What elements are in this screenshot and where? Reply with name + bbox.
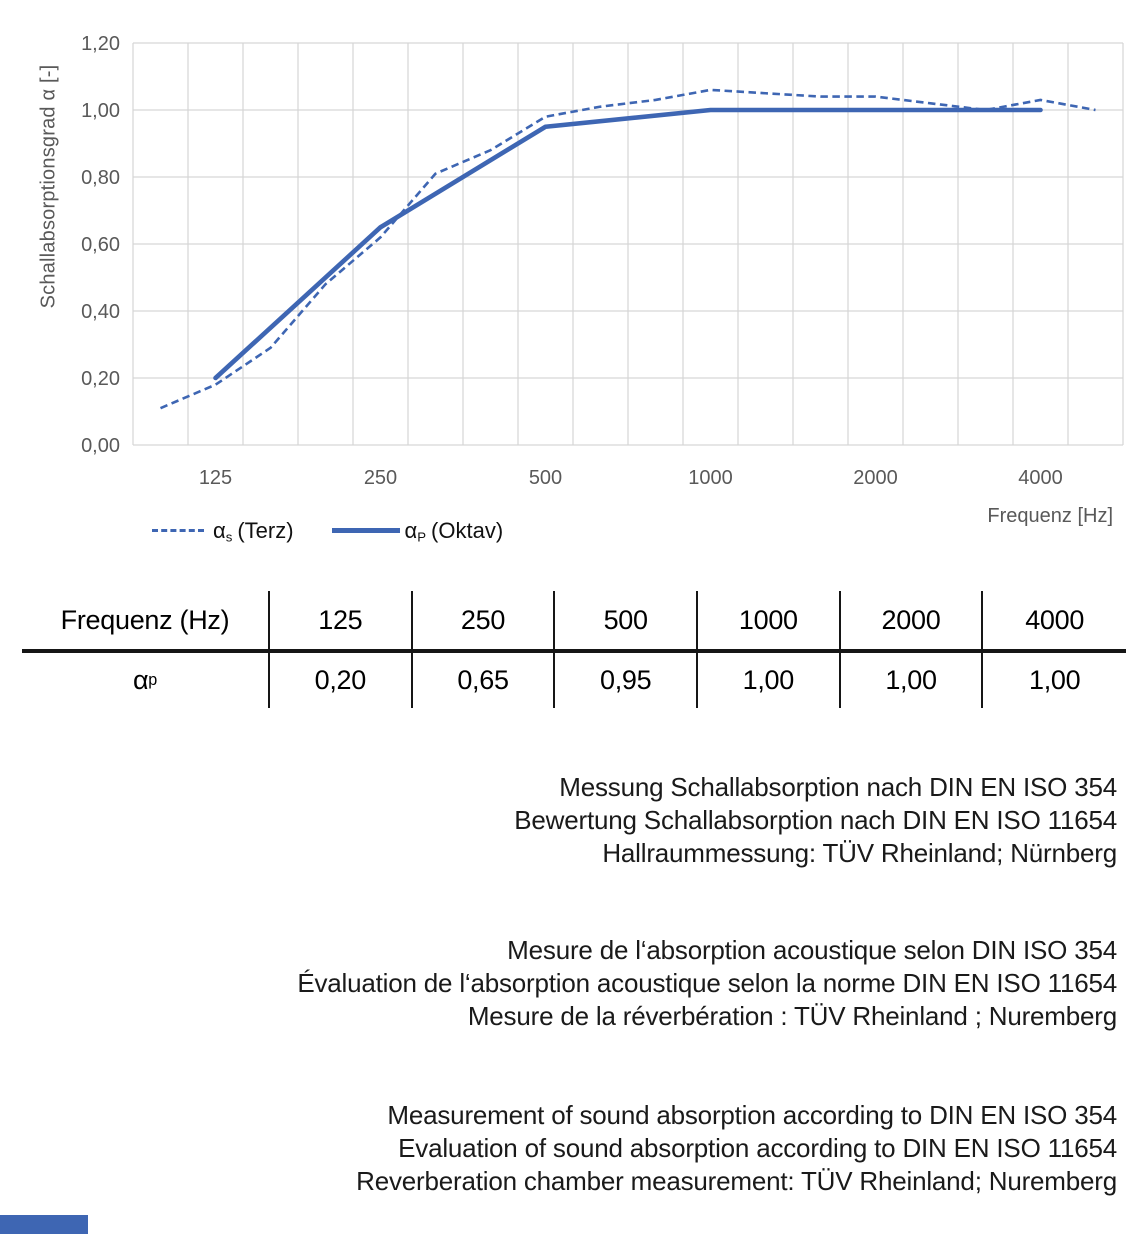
y-tick-label: 0,60 [81, 234, 120, 256]
absorption-table [22, 591, 1126, 708]
x-tick-label: 4000 [1018, 467, 1063, 489]
table-header-500: 500 [555, 591, 698, 653]
table-value-250: 0,65 [413, 653, 556, 708]
note-block-french [0, 934, 1117, 1033]
note-line-de-3: Hallraummessung: TÜV Rheinland; Nürnberg [602, 838, 1117, 868]
legend-label-terz: $\alpha_s$ (Terz) [213, 517, 294, 545]
note-line-en-2: Evaluation of sound absorption according to DIN EN ISO 11654 [398, 1133, 1117, 1163]
table-header-frequency: Frequenz (Hz) [22, 591, 270, 653]
note-line-fr-1: Mesure de l‘absorption acoustique selon DIN ISO 354 [507, 935, 1117, 965]
absorption-chart [0, 0, 1135, 495]
x-tick-label: 500 [528, 467, 563, 489]
note-line-fr-3: Mesure de la réverbération : TÜV Rheinland ; Nuremberg [467, 1001, 1117, 1031]
note-line-en-3: Reverberation chamber measurement: TÜV Rheinland; Nuremberg [356, 1166, 1117, 1196]
x-tick-label: 1000 [688, 467, 733, 489]
solid-line-swatch [332, 528, 400, 533]
y-tick-label: 1,20 [81, 33, 120, 55]
table-header-1000: 1000 [698, 591, 841, 653]
table-value-125: 0,20 [270, 653, 413, 708]
table-header-125: 125 [270, 591, 413, 653]
legend-item-oktav [332, 518, 504, 544]
table-header-250: 250 [413, 591, 556, 653]
table-value-500: 0,95 [555, 653, 698, 708]
x-tick-label: 2000 [853, 467, 898, 489]
x-axis-title: Frequenz [Hz] [987, 505, 1113, 527]
y-tick-label: 0,20 [81, 368, 120, 390]
x-tick-label: 250 [363, 467, 398, 489]
y-tick-label: 0,00 [81, 435, 120, 457]
note-line-de-2: Bewertung Schallabsorption nach DIN EN ISO 11654 [514, 805, 1117, 835]
table-value-4000: 1,00 [1028, 665, 1081, 695]
table-header-2000: 2000 [841, 591, 984, 653]
footer-accent-bar [0, 1215, 88, 1234]
note-block-english [0, 1099, 1117, 1198]
dashed-line-swatch [152, 529, 204, 532]
legend-item-terz [152, 518, 294, 544]
note-line-de-1: Messung Schallabsorption nach DIN EN ISO 354 [559, 772, 1117, 802]
table-value-2000: 1,00 [841, 653, 984, 708]
note-line-en-1: Measurement of sound absorption according to DIN EN ISO 354 [387, 1100, 1117, 1130]
y-axis-title: Schallabsorptionsgrad α [-] [37, 64, 60, 309]
note-line-fr-2: Évaluation de l‘absorption acoustique selon la norme DIN EN ISO 11654 [297, 968, 1117, 998]
table-value-1000: 1,00 [698, 653, 841, 708]
legend-label-oktav: $\alpha_P$ (Oktav) [404, 517, 504, 545]
chart-legend [152, 515, 503, 547]
y-tick-label: 0,40 [81, 301, 120, 323]
table-header-4000: 4000 [983, 591, 1126, 653]
note-block-german [0, 771, 1117, 870]
x-tick-label: 125 [198, 467, 233, 489]
y-tick-label: 1,00 [81, 100, 120, 122]
y-tick-label: 0,80 [81, 167, 120, 189]
table-row-label-alpha-p: α p [22, 653, 270, 708]
